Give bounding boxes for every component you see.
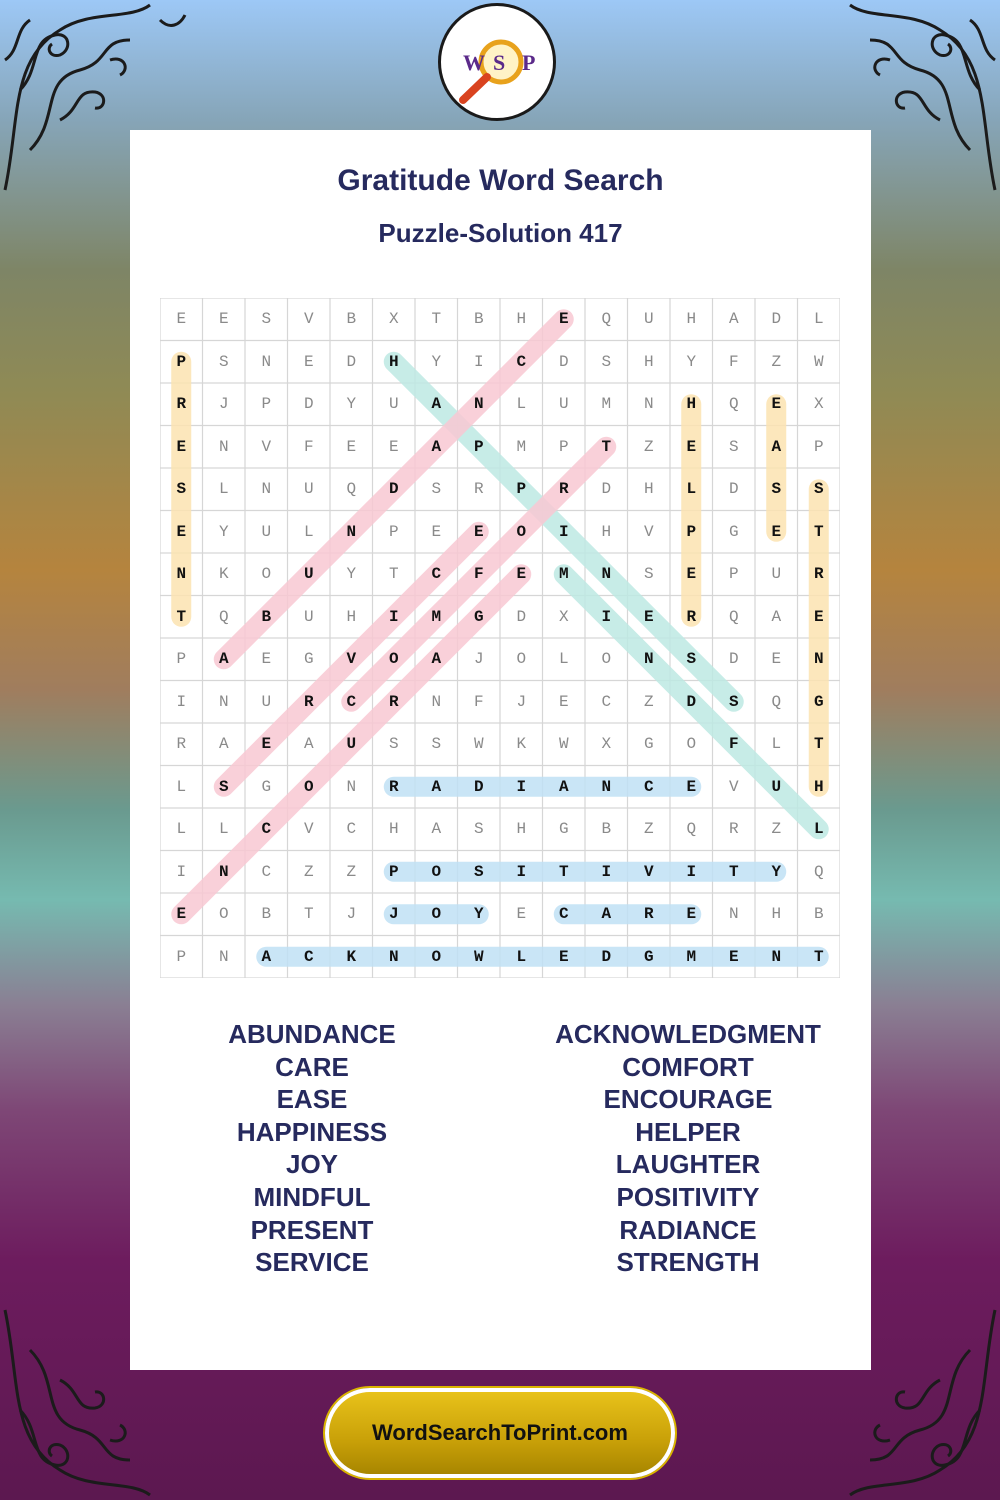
grid-cell[interactable]: V [261, 437, 272, 456]
grid-cell[interactable]: D [601, 480, 612, 499]
word-list-item: SERVICE [255, 1247, 369, 1278]
grid-cell[interactable]: P [176, 650, 187, 669]
word-list-item: STRENGTH [616, 1247, 760, 1278]
grid-cell[interactable]: R [558, 480, 569, 499]
grid-cell[interactable]: P [473, 437, 484, 456]
grid-cell[interactable]: X [813, 395, 824, 414]
grid-cell[interactable]: N [218, 862, 229, 881]
grid-cell[interactable]: P [558, 437, 569, 456]
page-title: Gratitude Word Search [337, 164, 664, 197]
grid-cell[interactable]: B [473, 310, 484, 329]
grid-cell[interactable]: H [643, 352, 654, 371]
grid-cell[interactable]: B [261, 607, 272, 626]
grid-cell[interactable]: A [431, 820, 442, 839]
grid-cell[interactable]: F [303, 437, 314, 456]
grid-cell[interactable]: Q [346, 480, 357, 499]
grid-cell[interactable]: C [516, 352, 527, 371]
grid-cell[interactable]: N [176, 565, 187, 584]
grid-cell[interactable]: S [771, 480, 782, 499]
grid-cell[interactable]: H [813, 777, 824, 796]
grid-cell[interactable]: A [431, 777, 442, 796]
grid-cell[interactable]: S [686, 650, 697, 669]
grid-cell[interactable]: A [601, 905, 612, 924]
grid-cell[interactable]: L [771, 735, 782, 754]
grid-cell[interactable]: Y [346, 395, 357, 414]
grid-cell[interactable]: H [771, 905, 782, 924]
grid-cell[interactable]: N [261, 480, 272, 499]
site-link-button[interactable] [325, 1388, 675, 1478]
grid-cell[interactable]: F [473, 692, 484, 711]
grid-cell[interactable]: K [346, 947, 357, 966]
grid-cell[interactable]: M [686, 947, 697, 966]
grid-cell[interactable]: W [813, 352, 824, 371]
grid-cell[interactable]: T [176, 607, 187, 626]
grid-cell[interactable]: N [261, 352, 272, 371]
grid-cell[interactable]: N [601, 777, 612, 796]
grid-cell[interactable]: Q [728, 607, 739, 626]
grid-cell[interactable]: S [728, 692, 739, 711]
grid-cell[interactable]: V [643, 522, 654, 541]
grid-cell[interactable]: S [728, 437, 739, 456]
grid-cell[interactable]: J [516, 692, 527, 711]
grid-cell[interactable]: S [176, 480, 187, 499]
grid-cell[interactable]: B [261, 905, 272, 924]
grid-cell[interactable]: P [388, 862, 399, 881]
grid-cell[interactable]: I [176, 862, 187, 881]
grid-cell[interactable]: I [473, 352, 484, 371]
grid-cell[interactable]: W [558, 735, 569, 754]
grid-cell[interactable]: P [388, 522, 399, 541]
grid-cell[interactable]: D [303, 395, 314, 414]
grid-cell[interactable]: D [728, 480, 739, 499]
grid-cell[interactable]: O [431, 905, 442, 924]
grid-cell[interactable]: G [558, 820, 569, 839]
magnifier-icon [441, 6, 553, 118]
grid-cell[interactable]: E [771, 522, 782, 541]
grid-cell[interactable]: T [388, 565, 399, 584]
grid-cell[interactable]: R [686, 607, 697, 626]
grid-cell[interactable]: A [431, 437, 442, 456]
grid-cell[interactable]: L [218, 480, 229, 499]
grid-cell[interactable]: U [771, 565, 782, 584]
grid-cell[interactable]: W [473, 947, 484, 966]
grid-cell[interactable]: M [516, 437, 527, 456]
grid-cell[interactable]: T [601, 437, 612, 456]
grid-cell[interactable]: H [516, 820, 527, 839]
grid-cell[interactable]: R [388, 692, 399, 711]
grid-cell[interactable]: A [303, 735, 314, 754]
grid-cell[interactable]: R [176, 735, 187, 754]
grid-cell[interactable]: A [261, 947, 272, 966]
word-list-item: EASE [276, 1084, 348, 1115]
grid-cell[interactable]: H [643, 480, 654, 499]
grid-cell[interactable]: E [558, 947, 569, 966]
grid-cell[interactable]: A [431, 395, 442, 414]
grid-cell[interactable]: A [771, 607, 782, 626]
grid-cell[interactable]: E [176, 522, 187, 541]
grid-cell[interactable]: N [218, 692, 229, 711]
grid-cell[interactable]: W [473, 735, 484, 754]
grid-cell[interactable]: Y [771, 862, 782, 881]
grid-cell[interactable]: R [303, 692, 314, 711]
logo-letter-s: S [493, 50, 506, 75]
grid-cell[interactable]: I [176, 692, 187, 711]
word-list-item: PRESENT [250, 1214, 374, 1245]
grid-cell[interactable]: K [218, 565, 229, 584]
grid-cell[interactable]: Y [686, 352, 697, 371]
word-list-item: HELPER [635, 1116, 741, 1147]
grid-cell[interactable]: F [473, 565, 484, 584]
grid-cell[interactable]: L [303, 522, 314, 541]
letter-grid [160, 298, 840, 978]
grid-cell[interactable]: C [558, 905, 569, 924]
grid-cell[interactable]: G [303, 650, 314, 669]
grid-cell[interactable]: T [431, 310, 442, 329]
grid-cell[interactable]: S [813, 480, 824, 499]
grid-cell[interactable]: M [431, 607, 442, 626]
word-search-grid [160, 298, 840, 978]
grid-cell[interactable]: B [813, 905, 824, 924]
grid-cell[interactable]: J [346, 905, 357, 924]
grid-cell[interactable]: M [558, 565, 569, 584]
grid-cell[interactable]: D [558, 352, 569, 371]
grid-cell[interactable]: E [303, 352, 314, 371]
grid-cell[interactable]: J [218, 395, 229, 414]
grid-cell[interactable]: P [686, 522, 697, 541]
grid-cell[interactable]: R [473, 480, 484, 499]
page-subtitle: Puzzle-Solution 417 [378, 218, 623, 248]
grid-cell[interactable]: Z [771, 820, 782, 839]
grid-cell[interactable]: L [686, 480, 697, 499]
grid-cell[interactable]: A [218, 650, 229, 669]
grid-cell[interactable]: Z [643, 437, 654, 456]
grid-cell[interactable]: E [176, 905, 187, 924]
grid-cell[interactable]: Q [728, 395, 739, 414]
grid-cell[interactable]: H [516, 310, 527, 329]
grid-cell[interactable]: S [388, 735, 399, 754]
grid-cell[interactable]: P [176, 947, 187, 966]
grid-cell[interactable]: E [686, 437, 697, 456]
grid-cell[interactable]: I [388, 607, 399, 626]
word-list-right [503, 1018, 873, 1279]
grid-cell[interactable]: Q [813, 862, 824, 881]
grid-cell[interactable]: L [218, 820, 229, 839]
grid-cell[interactable]: O [388, 650, 399, 669]
grid-cell[interactable]: G [813, 692, 824, 711]
grid-cell[interactable]: O [303, 777, 314, 796]
word-list-item: POSITIVITY [616, 1181, 760, 1212]
grid-cell[interactable]: Y [431, 352, 442, 371]
grid-cell[interactable]: C [431, 565, 442, 584]
grid-cell[interactable]: N [218, 437, 229, 456]
grid-cell[interactable]: Z [346, 862, 357, 881]
grid-cell[interactable]: R [176, 395, 187, 414]
grid-cell[interactable]: V [643, 862, 654, 881]
grid-cell[interactable]: T [813, 522, 824, 541]
grid-cell[interactable]: I [601, 862, 612, 881]
grid-cell[interactable]: H [388, 820, 399, 839]
grid-cell[interactable]: D [686, 692, 697, 711]
grid-cell[interactable]: G [643, 735, 654, 754]
grid-cell[interactable]: T [813, 947, 824, 966]
grid-cell[interactable]: I [558, 522, 569, 541]
grid-cell[interactable]: F [728, 735, 739, 754]
grid-cell[interactable]: H [601, 522, 612, 541]
grid-cell[interactable]: Z [643, 820, 654, 839]
grid-cell[interactable]: U [346, 735, 357, 754]
grid-cell[interactable]: N [643, 395, 654, 414]
grid-cell[interactable]: U [303, 607, 314, 626]
grid-cell[interactable]: S [431, 735, 442, 754]
grid-cell[interactable]: E [516, 565, 527, 584]
grid-cell[interactable]: N [601, 565, 612, 584]
grid-cell[interactable]: O [516, 650, 527, 669]
grid-cell[interactable]: C [346, 692, 357, 711]
grid-cell[interactable]: U [771, 777, 782, 796]
grid-cell[interactable]: P [813, 437, 824, 456]
grid-cell[interactable]: M [601, 395, 612, 414]
grid-cell[interactable]: E [176, 437, 187, 456]
grid-cell[interactable]: S [431, 480, 442, 499]
grid-cell[interactable]: U [303, 565, 314, 584]
word-list-item: CARE [275, 1051, 349, 1082]
grid-cell[interactable]: F [728, 352, 739, 371]
grid-cell[interactable]: E [176, 310, 187, 329]
grid-cell[interactable]: B [346, 310, 357, 329]
grid-cell[interactable]: L [813, 820, 824, 839]
grid-cell[interactable]: C [346, 820, 357, 839]
grid-cell[interactable]: E [771, 650, 782, 669]
grid-cell[interactable]: E [686, 905, 697, 924]
grid-cell[interactable]: G [261, 777, 272, 796]
grid-cell[interactable]: N [643, 650, 654, 669]
grid-cell[interactable]: Y [473, 905, 484, 924]
grid-cell[interactable]: Z [771, 352, 782, 371]
grid-cell[interactable]: P [261, 395, 272, 414]
grid-cell[interactable]: U [558, 395, 569, 414]
grid-cell[interactable]: B [601, 820, 612, 839]
grid-cell[interactable]: D [601, 947, 612, 966]
grid-cell[interactable]: Q [218, 607, 229, 626]
site-logo [438, 3, 556, 121]
grid-cell[interactable]: L [176, 777, 187, 796]
site-link-label: WordSearchToPrint.com [372, 1420, 628, 1445]
word-list-left [127, 1018, 497, 1279]
grid-cell[interactable]: A [728, 310, 739, 329]
grid-cell[interactable]: S [218, 777, 229, 796]
grid-cell[interactable]: X [601, 735, 612, 754]
grid-cell[interactable]: E [686, 565, 697, 584]
grid-cell[interactable]: E [218, 310, 229, 329]
grid-cell[interactable]: E [558, 692, 569, 711]
grid-cell[interactable]: D [771, 310, 782, 329]
grid-cell[interactable]: G [473, 607, 484, 626]
grid-cell[interactable]: N [473, 395, 484, 414]
grid-cell[interactable]: O [431, 862, 442, 881]
grid-cell[interactable]: N [218, 947, 229, 966]
grid-cell[interactable]: V [728, 777, 739, 796]
grid-cell[interactable]: A [218, 735, 229, 754]
grid-cell[interactable]: D [388, 480, 399, 499]
grid-cell[interactable]: P [516, 480, 527, 499]
grid-cell[interactable]: T [558, 862, 569, 881]
grid-cell[interactable]: X [388, 310, 399, 329]
logo-letter-w: W [463, 50, 485, 75]
grid-cell[interactable]: J [388, 905, 399, 924]
grid-cell[interactable]: E [261, 650, 272, 669]
grid-cell[interactable]: E [516, 905, 527, 924]
grid-cell[interactable]: P [728, 565, 739, 584]
grid-cell[interactable]: N [728, 905, 739, 924]
grid-cell[interactable]: O [261, 565, 272, 584]
grid-cell[interactable]: T [303, 905, 314, 924]
grid-cell[interactable]: S [473, 820, 484, 839]
grid-cell[interactable]: Q [771, 692, 782, 711]
grid-cell[interactable]: N [431, 692, 442, 711]
grid-cell[interactable]: A [431, 650, 442, 669]
grid-cell[interactable]: O [601, 650, 612, 669]
grid-cell[interactable]: U [303, 480, 314, 499]
grid-cell[interactable]: O [686, 735, 697, 754]
grid-cell[interactable]: V [303, 820, 314, 839]
grid-cell[interactable]: E [261, 735, 272, 754]
grid-cell[interactable]: S [261, 310, 272, 329]
grid-cell[interactable]: H [346, 607, 357, 626]
grid-cell[interactable]: E [686, 777, 697, 796]
grid-cell[interactable]: E [813, 607, 824, 626]
grid-cell[interactable]: D [516, 607, 527, 626]
grid-cell[interactable]: D [473, 777, 484, 796]
word-list-item: HAPPINESS [236, 1116, 388, 1147]
grid-cell[interactable]: L [516, 395, 527, 414]
grid-cell[interactable]: R [813, 565, 824, 584]
grid-cell[interactable]: O [516, 522, 527, 541]
grid-cell[interactable]: E [388, 437, 399, 456]
logo-letter-p: P [522, 50, 536, 75]
grid-cell[interactable]: D [728, 650, 739, 669]
grid-cell[interactable]: G [728, 522, 739, 541]
grid-cell[interactable]: E [431, 522, 442, 541]
grid-cell[interactable]: S [473, 862, 484, 881]
grid-cell[interactable]: A [558, 777, 569, 796]
grid-cell[interactable]: E [643, 607, 654, 626]
grid-cell[interactable]: C [643, 777, 654, 796]
grid-cell[interactable]: Q [601, 310, 612, 329]
word-list-item: JOY [285, 1149, 339, 1180]
grid-cell[interactable]: E [558, 310, 569, 329]
grid-cell[interactable]: H [388, 352, 399, 371]
grid-cell[interactable]: U [643, 310, 654, 329]
grid-cell[interactable]: L [176, 820, 187, 839]
grid-cell[interactable]: O [431, 947, 442, 966]
grid-cell[interactable]: N [346, 522, 357, 541]
grid-cell[interactable]: I [601, 607, 612, 626]
grid-cell[interactable]: Q [686, 820, 697, 839]
grid-cell[interactable]: C [261, 820, 272, 839]
grid-cell[interactable]: I [686, 862, 697, 881]
grid-cell[interactable]: E [346, 437, 357, 456]
grid-cell[interactable]: L [813, 310, 824, 329]
grid-cell[interactable]: E [728, 947, 739, 966]
puzzle-sheet [130, 130, 871, 1370]
grid-cell[interactable]: R [643, 905, 654, 924]
grid-cell[interactable]: U [388, 395, 399, 414]
grid-cell[interactable]: Y [218, 522, 229, 541]
grid-cell[interactable]: G [643, 947, 654, 966]
grid-cell[interactable]: R [388, 777, 399, 796]
grid-cell[interactable]: N [813, 650, 824, 669]
grid-cell[interactable]: I [516, 777, 527, 796]
grid-cell[interactable]: T [728, 862, 739, 881]
grid-cell[interactable]: N [771, 947, 782, 966]
grid-cell[interactable]: C [601, 692, 612, 711]
grid-cell[interactable]: J [473, 650, 484, 669]
word-list-item: COMFORT [622, 1051, 754, 1082]
grid-cell[interactable]: K [516, 735, 527, 754]
grid-cell[interactable]: L [558, 650, 569, 669]
grid-cell[interactable]: A [771, 437, 782, 456]
word-list-item: ACKNOWLEDGMENT [555, 1019, 821, 1049]
grid-cell[interactable]: C [261, 862, 272, 881]
grid-cell[interactable]: E [473, 522, 484, 541]
word-list-item: ABUNDANCE [228, 1019, 396, 1049]
grid-cell[interactable]: O [218, 905, 229, 924]
grid-cell[interactable]: E [771, 395, 782, 414]
grid-cell[interactable]: I [516, 862, 527, 881]
word-list-item: MINDFUL [253, 1181, 371, 1212]
grid-cell[interactable]: C [303, 947, 314, 966]
grid-cell[interactable]: Z [643, 692, 654, 711]
grid-cell[interactable]: V [346, 650, 357, 669]
grid-cell[interactable]: L [516, 947, 527, 966]
word-list-item: RADIANCE [619, 1214, 757, 1245]
grid-cell[interactable]: H [686, 395, 697, 414]
grid-cell[interactable]: H [686, 310, 697, 329]
grid-cell[interactable]: U [261, 692, 272, 711]
grid-cell[interactable]: X [558, 607, 569, 626]
grid-cell[interactable]: T [813, 735, 824, 754]
word-list-item: ENCOURAGE [603, 1084, 773, 1115]
grid-cell[interactable]: D [346, 352, 357, 371]
grid-cell[interactable]: N [388, 947, 399, 966]
grid-cell[interactable]: P [176, 352, 187, 371]
grid-cell[interactable]: Y [346, 565, 357, 584]
grid-cell[interactable]: S [601, 352, 612, 371]
grid-cell[interactable]: S [643, 565, 654, 584]
grid-cell[interactable]: U [261, 522, 272, 541]
grid-cell[interactable]: S [218, 352, 229, 371]
grid-cell[interactable]: Z [303, 862, 314, 881]
grid-cell[interactable]: V [303, 310, 314, 329]
grid-cell[interactable]: N [346, 777, 357, 796]
word-list-item: LAUGHTER [615, 1149, 761, 1180]
grid-cell[interactable]: R [728, 820, 739, 839]
